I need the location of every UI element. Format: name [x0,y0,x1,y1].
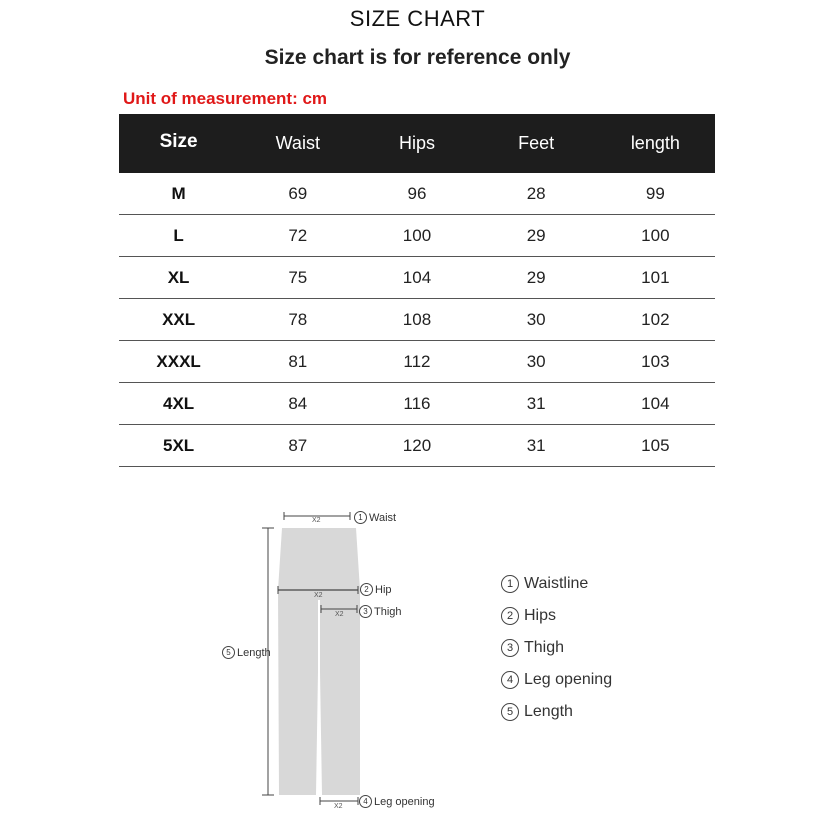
legend-item-leg-opening: 4 Leg opening [501,664,612,696]
length-cell: 101 [641,267,670,287]
feet-cell: 31 [526,435,546,455]
waist-cell: 69 [288,183,308,203]
size-cell: 4XL [163,393,195,413]
hips-cell: 116 [403,393,431,413]
hips-cell: 112 [403,351,431,371]
multiplier-label: X2 [312,517,321,524]
leg-opening-diagram-label: 4 Leg opening [359,795,435,808]
feet-cell: 28 [526,183,546,203]
feet-cell: 29 [526,267,546,287]
hip-diagram-label: 2 Hip [360,583,392,596]
waist-cell: 78 [288,309,308,329]
length-cell: 103 [641,351,670,371]
hips-cell: 104 [402,267,432,287]
legend-item-thigh: 3 Thigh [501,632,612,664]
length-cell: 100 [641,225,670,245]
column-header-size: Size [159,130,198,152]
hips-cell: 120 [402,435,432,455]
legend-item-length: 5 Length [501,696,612,728]
hips-cell: 108 [402,309,432,329]
size-cell: XL [167,267,190,287]
page-subtitle: Size chart is for reference only [264,46,571,69]
length-diagram-label: 5 Length [222,646,271,659]
hips-cell: 96 [407,183,427,203]
length-cell: 102 [641,309,670,329]
column-header-feet: Feet [518,133,555,153]
size-cell: M [171,183,186,203]
length-cell: 104 [641,393,670,413]
waist-cell: 72 [288,225,308,245]
measurement-legend [501,568,612,728]
waist-cell: 75 [288,267,308,287]
size-cell: L [173,225,184,245]
waist-cell: 84 [288,393,308,413]
thigh-diagram-label: 3 Thigh [359,605,402,618]
legend-item-waistline: 1 Waistline [501,568,612,600]
size-cell: XXXL [156,351,201,371]
feet-cell: 30 [526,351,546,371]
feet-cell: 30 [526,309,546,329]
multiplier-label: X2 [335,611,344,618]
hips-cell: 100 [402,225,432,245]
unit-note: Unit of measurement: cm [123,89,328,108]
waist-cell: 81 [288,351,308,371]
waist-cell: 87 [288,435,308,455]
waist-diagram-label: 1 Waist [354,511,396,524]
column-header-length: length [630,133,680,153]
multiplier-label: X2 [314,592,323,599]
size-cell: XXL [162,309,196,329]
length-cell: 99 [645,183,665,203]
column-header-waist: Waist [275,133,320,153]
size-cell: 5XL [163,435,195,455]
feet-cell: 31 [526,393,546,413]
legend-item-hips: 2 Hips [501,600,612,632]
column-header-hips: Hips [398,133,435,153]
multiplier-label: X2 [334,803,343,810]
feet-cell: 29 [526,225,546,245]
page-title: SIZE CHART [349,6,486,31]
length-cell: 105 [641,435,670,455]
